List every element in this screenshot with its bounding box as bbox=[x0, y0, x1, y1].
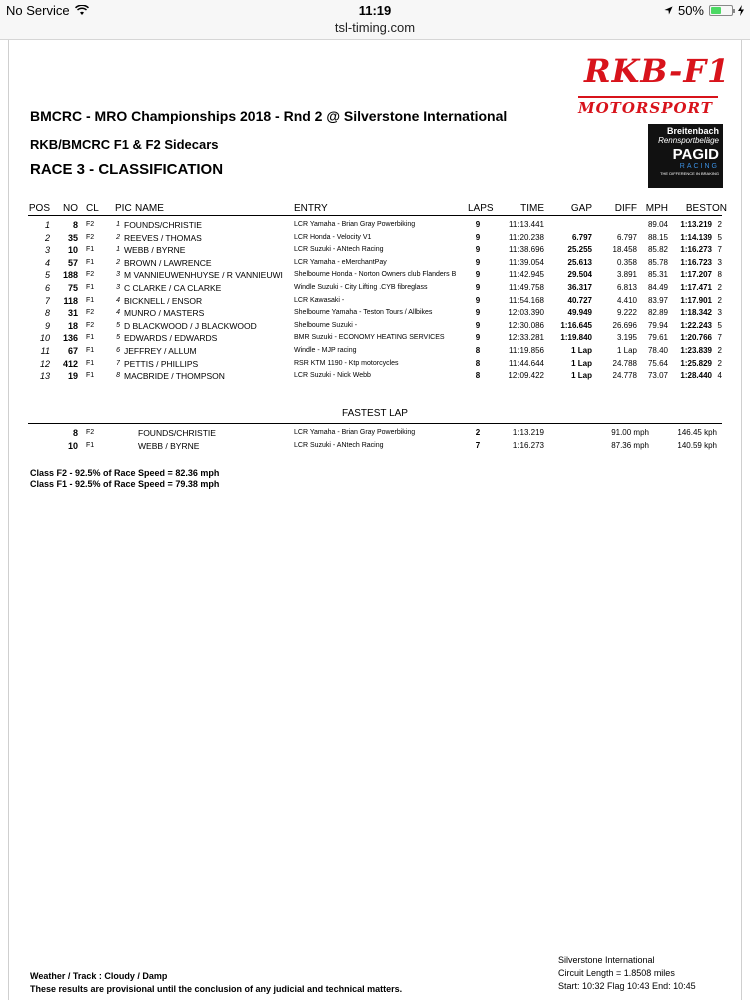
col-mph: MPH bbox=[645, 203, 668, 214]
location-arrow-icon bbox=[664, 6, 673, 15]
footer-notes bbox=[30, 970, 402, 996]
col-pos: POS bbox=[28, 203, 50, 214]
col-on: ON bbox=[712, 203, 727, 214]
table-row: 6 75 F1 3 C CLARKE / CA CLARKE Windle Suzuki - City Lifting .CYB fibreglass 9 11:49.758 36.317 6.813 84.49 1:17.471 2 bbox=[44, 282, 722, 293]
fastest-lap-divider bbox=[28, 423, 722, 424]
table-row: 13 19 F1 8 MACBRIDE / THOMPSON LCR Suzuki - Nick Webb 8 12:09.422 1 Lap 24.778 73.07 1:28.440 4 bbox=[39, 371, 722, 382]
sponsor-line1: Breitenbach bbox=[666, 126, 719, 136]
url-bar[interactable]: tsl-timing.com bbox=[334, 20, 416, 35]
table-row: 10 136 F1 5 EDWARDS / EDWARDS BMR Suzuki - ECONOMY HEATING SERVICES 9 12:33.281 1:19.840 3.195 79.61 1:20.766 7 bbox=[39, 333, 722, 344]
col-laps: LAPS bbox=[468, 203, 494, 214]
table-row: 4 57 F1 2 BROWN / LAWRENCE LCR Yamaha - eMerchantPay 9 11:39.054 25.613 0.358 85.78 1:16.723 3 bbox=[44, 257, 722, 268]
table-row: 8 F2 FOUNDS/CHRISTIE LCR Yamaha - Brian Gray Powerbiking 2 1:13.219 91.00 mph 146.45 kph bbox=[72, 428, 717, 438]
battery-level-fill bbox=[711, 7, 721, 14]
circuit-name: Silverstone International bbox=[558, 955, 655, 965]
col-entry: ENTRY bbox=[294, 203, 328, 214]
col-cl: CL bbox=[86, 203, 99, 214]
col-gap: GAP bbox=[570, 203, 592, 214]
motorsport-logo-text: MOTORSPORT bbox=[578, 96, 718, 117]
results-header bbox=[28, 202, 727, 216]
sponsor-tagline: THE DIFFERENCE IN BRAKING bbox=[660, 171, 719, 176]
battery-status bbox=[664, 3, 744, 18]
fastest-lap-table bbox=[28, 427, 722, 452]
col-no: NO bbox=[63, 203, 78, 214]
charging-icon bbox=[738, 5, 744, 16]
class-title: RKB/BMCRC F1 & F2 Sidecars bbox=[30, 137, 219, 152]
circuit-info bbox=[558, 954, 696, 993]
table-row: 3 10 F1 1 WEBB / BYRNE LCR Suzuki - ANtech Racing 9 11:38.696 25.255 18.458 85.82 1:16.273 7 bbox=[44, 245, 722, 256]
table-row: 12 412 F1 7 PETTIS / PHILLIPS RSR KTM 1190 - Ktp motorcycles 8 11:44.644 1 Lap 24.788 75.64 1:25.829 2 bbox=[39, 358, 722, 369]
class-speed-notes bbox=[30, 468, 219, 490]
battery-percent: 50% bbox=[677, 3, 704, 18]
session-times: Start: 10:32 Flag 10:43 End: 10:45 bbox=[558, 981, 696, 991]
col-time: TIME bbox=[520, 203, 544, 214]
table-row: 1 8 F2 1 FOUNDS/CHRISTIE LCR Yamaha - Brian Gray Powerbiking 9 11:13.441 89.04 1:13.219 2 bbox=[44, 220, 722, 230]
carrier-label: No Service bbox=[6, 3, 70, 18]
col-name: NAME bbox=[135, 203, 164, 214]
col-best: BEST bbox=[685, 203, 712, 214]
table-row: 9 18 F2 5 D BLACKWOOD / J BLACKWOOD Shelbourne Suzuki - 9 12:30.086 1:16.645 26.696 79.94 1:22.243 5 bbox=[44, 320, 722, 331]
sponsor-brand: PAGID bbox=[672, 146, 719, 163]
clock: 11:19 bbox=[358, 3, 392, 18]
battery-icon bbox=[709, 5, 733, 16]
results-table bbox=[28, 219, 722, 383]
col-pic: PIC bbox=[115, 203, 132, 214]
status-bar bbox=[0, 0, 750, 40]
rkb-f1-logo: RKB-F1 bbox=[584, 52, 731, 90]
sponsor-racing: RACING bbox=[679, 163, 719, 170]
pagid-sponsor-logo bbox=[648, 124, 723, 188]
sponsor-line2: Rennsportbeläge bbox=[658, 136, 719, 145]
class-note-f1: Class F1 - 92.5% of Race Speed = 79.38 mph bbox=[30, 479, 220, 489]
event-title: BMCRC - MRO Championships 2018 - Rnd 2 @ Silverstone International bbox=[30, 108, 508, 124]
document-page bbox=[8, 40, 742, 1000]
table-row: 11 67 F1 6 JEFFREY / ALLUM Windle - MJP racing 8 11:19.856 1 Lap 1 Lap 78.40 1:23.839 2 bbox=[40, 345, 722, 356]
class-note-f2: Class F2 - 92.5% of Race Speed = 82.36 mph bbox=[30, 468, 220, 478]
fastest-lap-title: FASTEST LAP bbox=[342, 408, 408, 419]
col-diff: DIFF bbox=[614, 203, 637, 214]
circuit-length: Circuit Length = 1.8508 miles bbox=[558, 968, 675, 978]
table-row: 5 188 F2 3 M VANNIEUWENHUYSE / R VANNIEUWI Shelbourne Honda - Norton Owners club Flanders B 9 11:42.945 29.504 3.891 85.31 1:17.207 8 bbox=[44, 270, 722, 281]
table-row: 7 118 F1 4 BICKNELL / ENSOR LCR Kawasaki - 9 11:54.168 40.727 4.410 83.97 1:17.901 2 bbox=[44, 295, 722, 306]
race-title: RACE 3 - CLASSIFICATION bbox=[30, 161, 224, 178]
table-row: 2 35 F2 2 REEVES / THOMAS LCR Honda - Velocity V1 9 11:20.238 6.797 6.797 88.15 1:14.139 5 bbox=[44, 232, 722, 243]
table-row: 8 31 F2 4 MUNRO / MASTERS Shelbourne Yamaha - Teston Tours / Allbikes 9 12:03.390 49.949 9.222 82.89 1:18.342 3 bbox=[44, 308, 722, 319]
table-row: 10 F1 WEBB / BYRNE LCR Suzuki - ANtech Racing 7 1:16.273 87.36 mph 140.59 kph bbox=[67, 440, 717, 451]
weather-text: Weather / Track : Cloudy / Damp bbox=[30, 971, 168, 981]
disclaimer-text: These results are provisional until the conclusion of any judicial and technical matters. bbox=[30, 984, 403, 994]
